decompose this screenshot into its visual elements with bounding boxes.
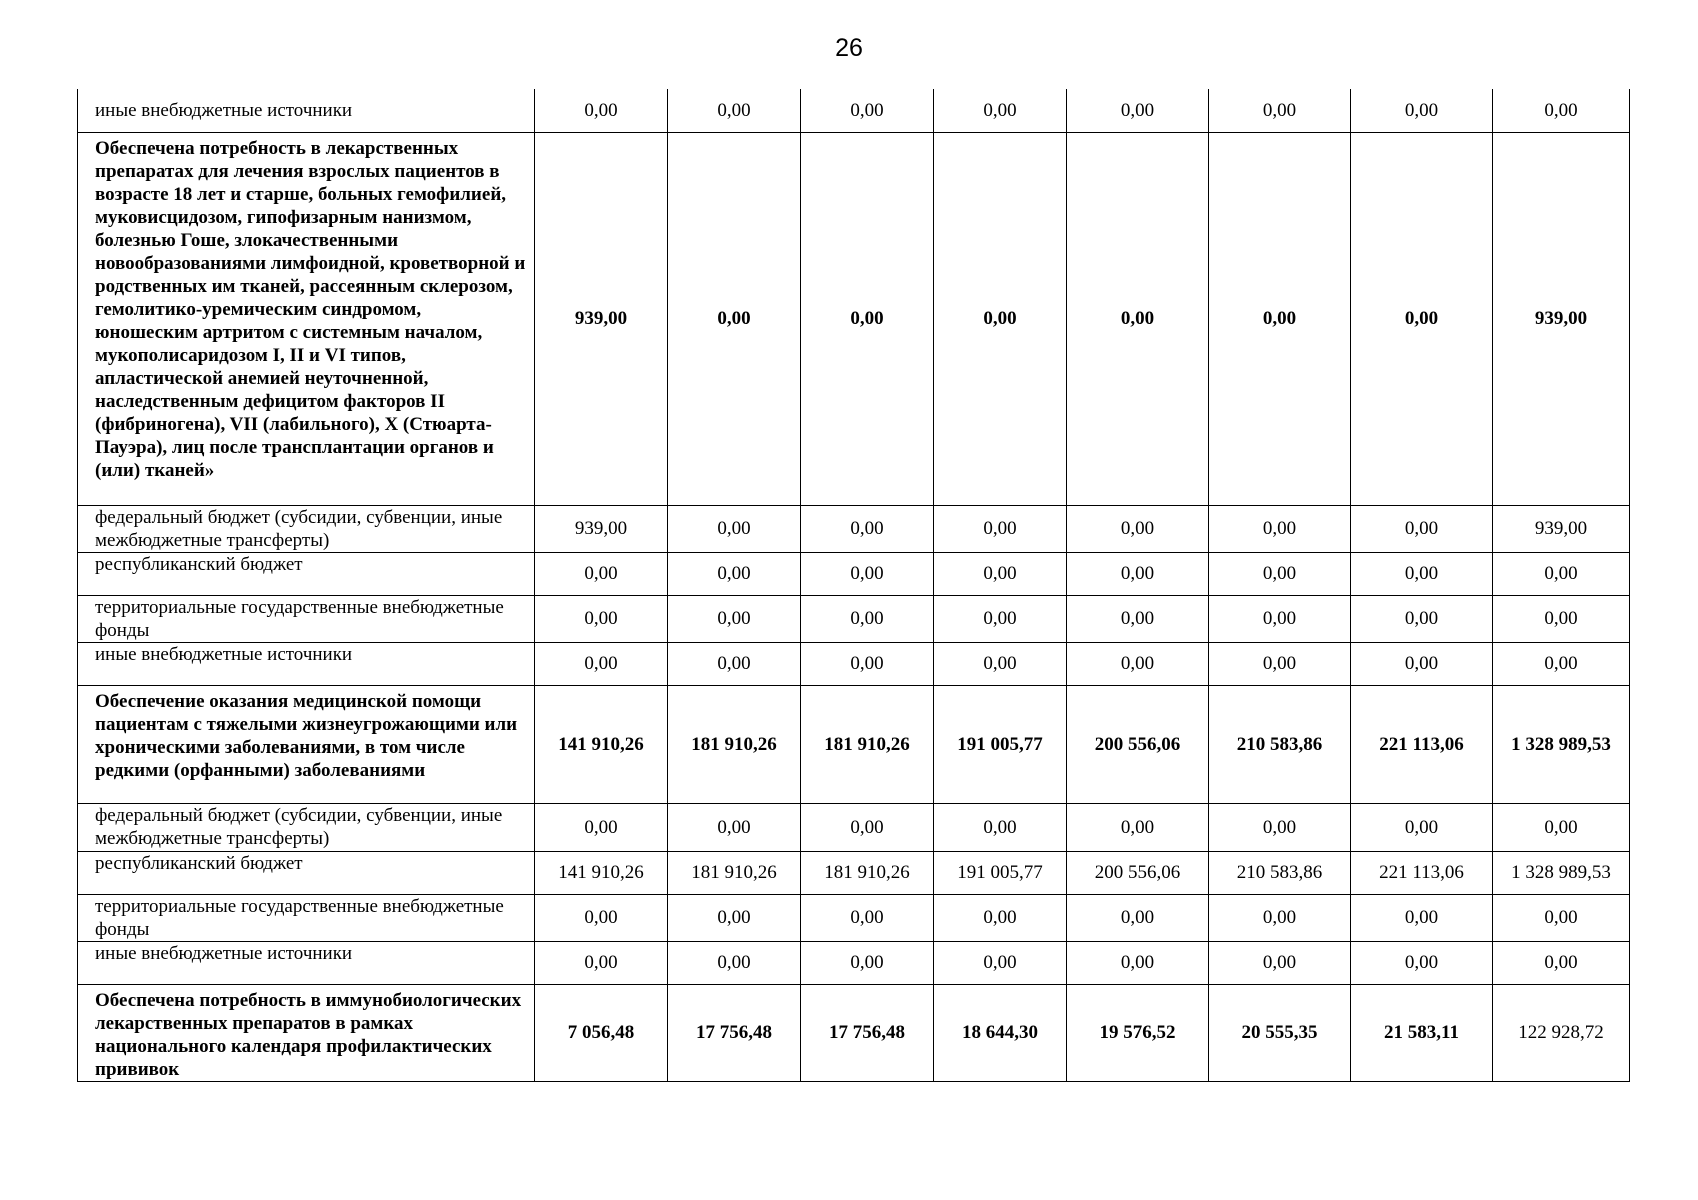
value-cell: 0,00 [801, 941, 934, 984]
value-cell: 0,00 [1209, 595, 1351, 642]
value-cell: 0,00 [801, 552, 934, 595]
row-label: Обеспечение оказания медицинской помощи пациентам с тяжелыми жизнеугрожающими или хроническими заболеваниями, в том числе редкими (орфанными) заболеваниями [78, 685, 535, 803]
value-cell: 181 910,26 [801, 851, 934, 894]
value-cell: 0,00 [1351, 642, 1493, 685]
value-cell: 221 113,06 [1351, 851, 1493, 894]
value-cell: 141 910,26 [535, 685, 668, 803]
row-label: федеральный бюджет (субсидии, субвенции, иные межбюджетные трансферты) [78, 803, 535, 851]
value-cell: 181 910,26 [668, 851, 801, 894]
value-cell: 0,00 [934, 894, 1067, 941]
value-cell: 0,00 [1351, 132, 1493, 505]
value-cell: 0,00 [1493, 595, 1630, 642]
value-cell: 7 056,48 [535, 984, 668, 1081]
budget-table [77, 89, 1630, 1082]
value-cell: 0,00 [1351, 89, 1493, 132]
value-cell: 0,00 [1351, 941, 1493, 984]
value-cell: 0,00 [1067, 642, 1209, 685]
value-cell: 0,00 [535, 894, 668, 941]
value-cell: 0,00 [1067, 803, 1209, 851]
value-cell: 17 756,48 [668, 984, 801, 1081]
value-cell: 20 555,35 [1209, 984, 1351, 1081]
value-cell: 19 576,52 [1067, 984, 1209, 1081]
row-label: территориальные государственные внебюджетные фонды [78, 894, 535, 941]
value-cell: 0,00 [1493, 552, 1630, 595]
value-cell: 0,00 [934, 552, 1067, 595]
value-cell: 0,00 [1493, 941, 1630, 984]
value-cell: 21 583,11 [1351, 984, 1493, 1081]
value-cell: 0,00 [934, 89, 1067, 132]
value-cell: 0,00 [1067, 89, 1209, 132]
value-cell: 210 583,86 [1209, 685, 1351, 803]
value-cell: 0,00 [668, 89, 801, 132]
value-cell: 0,00 [1493, 803, 1630, 851]
value-cell: 0,00 [535, 89, 668, 132]
value-cell: 0,00 [1493, 642, 1630, 685]
value-cell: 0,00 [934, 132, 1067, 505]
row-label: Обеспечена потребность в лекарственных препаратах для лечения взрослых пациентов в возрасте 18 лет и старше, больных гемофилией, муковисцидозом, гипофизарным нанизмом, болезнью Гоше, злокачественными новообразованиями лимфоидной, кроветворной и родственных им тканей, рассеянным склерозом, гемолитико-уремическим синдромом, юношеским артритом с системным началом, мукополисаридозом I, II и VI типов, апластической анемией неуточненной, наследственным дефицитом факторов II (фибриногена), VII (лабильного), X (Стюарта-Пауэра), лиц после трансплантации органов и (или) тканей» [78, 132, 535, 505]
value-cell: 939,00 [1493, 505, 1630, 552]
row-label: Обеспечена потребность в иммунобиологических лекарственных препаратов в рамках национального календаря профилактических прививок [78, 984, 535, 1081]
value-cell: 0,00 [801, 894, 934, 941]
table-row [78, 89, 1630, 132]
value-cell: 141 910,26 [535, 851, 668, 894]
value-cell: 0,00 [1493, 89, 1630, 132]
row-label: иные внебюджетные источники [78, 941, 535, 984]
table-row [78, 132, 1630, 505]
value-cell: 181 910,26 [668, 685, 801, 803]
value-cell: 0,00 [1351, 505, 1493, 552]
value-cell: 0,00 [1209, 552, 1351, 595]
value-cell: 0,00 [535, 552, 668, 595]
value-cell: 0,00 [668, 894, 801, 941]
table-row [78, 685, 1630, 803]
value-cell: 939,00 [1493, 132, 1630, 505]
value-cell: 0,00 [668, 132, 801, 505]
value-cell: 1 328 989,53 [1493, 851, 1630, 894]
value-cell: 200 556,06 [1067, 851, 1209, 894]
table-row [78, 642, 1630, 685]
value-cell: 0,00 [1209, 505, 1351, 552]
table-row [78, 984, 1630, 1081]
table-row [78, 595, 1630, 642]
table-row [78, 803, 1630, 851]
value-cell: 122 928,72 [1493, 984, 1630, 1081]
table-row [78, 552, 1630, 595]
value-cell: 221 113,06 [1351, 685, 1493, 803]
row-label: республиканский бюджет [78, 552, 535, 595]
value-cell: 0,00 [1067, 595, 1209, 642]
value-cell: 0,00 [535, 595, 668, 642]
value-cell: 0,00 [801, 132, 934, 505]
value-cell: 939,00 [535, 132, 668, 505]
value-cell: 0,00 [934, 803, 1067, 851]
table-row [78, 851, 1630, 894]
value-cell: 0,00 [801, 89, 934, 132]
value-cell: 0,00 [535, 941, 668, 984]
value-cell: 191 005,77 [934, 851, 1067, 894]
value-cell: 0,00 [1351, 803, 1493, 851]
value-cell: 0,00 [934, 642, 1067, 685]
value-cell: 0,00 [1351, 894, 1493, 941]
value-cell: 0,00 [801, 505, 934, 552]
value-cell: 0,00 [535, 642, 668, 685]
table-row [78, 505, 1630, 552]
value-cell: 0,00 [801, 642, 934, 685]
value-cell: 0,00 [1209, 89, 1351, 132]
value-cell: 18 644,30 [934, 984, 1067, 1081]
value-cell: 0,00 [668, 642, 801, 685]
row-label: территориальные государственные внебюджетные фонды [78, 595, 535, 642]
value-cell: 0,00 [1067, 132, 1209, 505]
value-cell: 210 583,86 [1209, 851, 1351, 894]
value-cell: 0,00 [1209, 941, 1351, 984]
value-cell: 191 005,77 [934, 685, 1067, 803]
row-label: иные внебюджетные источники [78, 642, 535, 685]
value-cell: 0,00 [1493, 894, 1630, 941]
value-cell: 0,00 [1209, 894, 1351, 941]
value-cell: 0,00 [934, 505, 1067, 552]
value-cell: 0,00 [1351, 595, 1493, 642]
value-cell: 0,00 [1209, 132, 1351, 505]
value-cell: 0,00 [668, 941, 801, 984]
value-cell: 0,00 [1209, 642, 1351, 685]
value-cell: 0,00 [668, 505, 801, 552]
value-cell: 17 756,48 [801, 984, 934, 1081]
value-cell: 0,00 [1209, 803, 1351, 851]
value-cell: 0,00 [535, 803, 668, 851]
row-label: иные внебюджетные источники [78, 89, 535, 132]
value-cell: 0,00 [1067, 552, 1209, 595]
value-cell: 1 328 989,53 [1493, 685, 1630, 803]
value-cell: 0,00 [1067, 941, 1209, 984]
value-cell: 0,00 [668, 552, 801, 595]
value-cell: 0,00 [934, 941, 1067, 984]
value-cell: 200 556,06 [1067, 685, 1209, 803]
value-cell: 0,00 [668, 595, 801, 642]
value-cell: 0,00 [934, 595, 1067, 642]
table-row [78, 941, 1630, 984]
row-label: федеральный бюджет (субсидии, субвенции, иные межбюджетные трансферты) [78, 505, 535, 552]
value-cell: 939,00 [535, 505, 668, 552]
page-number: 26 [835, 34, 863, 62]
value-cell: 0,00 [801, 595, 934, 642]
value-cell: 0,00 [801, 803, 934, 851]
value-cell: 181 910,26 [801, 685, 934, 803]
value-cell: 0,00 [1351, 552, 1493, 595]
row-label: республиканский бюджет [78, 851, 535, 894]
value-cell: 0,00 [668, 803, 801, 851]
table-row [78, 894, 1630, 941]
value-cell: 0,00 [1067, 505, 1209, 552]
value-cell: 0,00 [1067, 894, 1209, 941]
